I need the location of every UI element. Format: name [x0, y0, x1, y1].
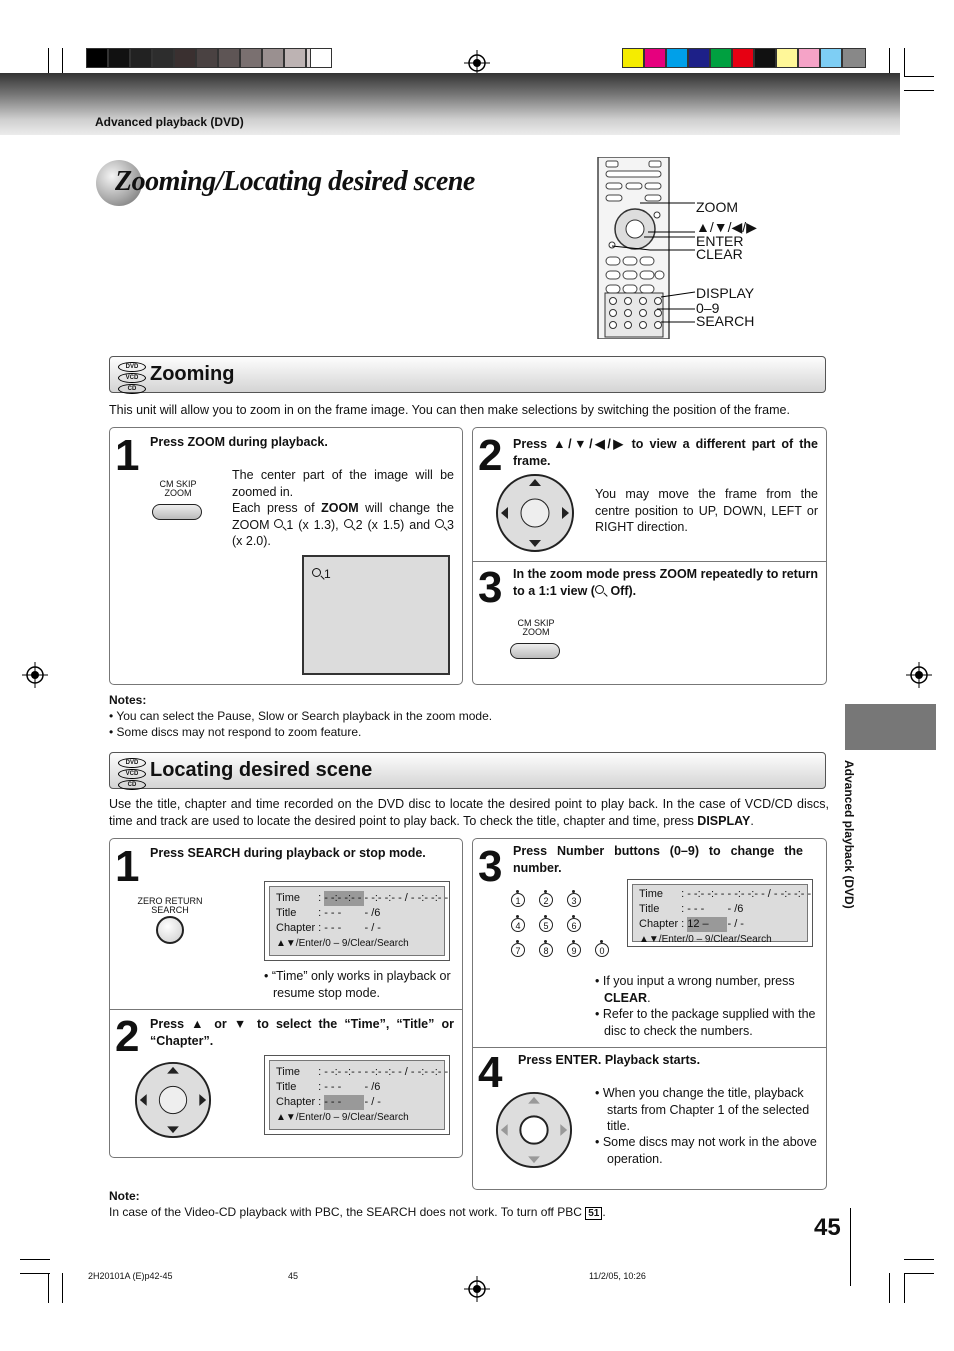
- page-number-rule: [850, 1208, 851, 1286]
- crop-mark: [889, 48, 890, 76]
- enter-pad: [134, 1061, 212, 1144]
- crop-mark: [62, 48, 63, 76]
- zoom-step2-3-box: [472, 427, 827, 685]
- page-number: 45: [814, 1214, 841, 1241]
- step-number: 3: [478, 842, 503, 891]
- section-header: Advanced playback (DVD): [95, 115, 244, 129]
- magnifier-icon: [312, 568, 321, 577]
- locate-step1-2-box: [109, 838, 463, 1158]
- search-osd: Time : - -:- -:- - - -:- -:- - / - -:- -:- - Title : - - - - /6 Chapter : - - - - / - ▲▼/Enter/0 – 9/Clear/Search: [264, 881, 450, 961]
- gray-swatch: [196, 48, 218, 68]
- step-title: Press SEARCH during playback or stop mode.: [150, 846, 426, 860]
- gray-swatch: [240, 48, 262, 68]
- remote-label-arrows: ▲/▼/◀/▶: [696, 219, 757, 235]
- step-text: • Some discs may not work in the above operation.: [595, 1135, 817, 1166]
- step-number: 1: [115, 842, 140, 891]
- page-reference[interactable]: 51: [585, 1207, 602, 1220]
- magnifier-icon: [595, 585, 604, 594]
- color-swatch: [842, 48, 866, 68]
- crop-mark: [904, 1259, 934, 1260]
- locate-step3-4-box: [472, 838, 827, 1190]
- disc-badges: [118, 362, 146, 395]
- divider: [110, 1009, 462, 1010]
- zooming-intro: This unit will allow you to zoom in on the frame image. You can then make selections by switching the position of the frame.: [109, 403, 790, 417]
- vcd-badge: VCD: [118, 769, 146, 779]
- step-title: Press Number buttons (0–9) to change the number.: [513, 844, 803, 875]
- section-heading: Zooming: [150, 363, 235, 385]
- remote-label-clear: CLEAR: [696, 246, 743, 262]
- vcd-badge: VCD: [118, 373, 146, 383]
- zoom-indicator: 1: [312, 567, 331, 581]
- gray-swatch: [218, 48, 240, 68]
- button-label: CM SKIP ZOOM: [159, 479, 197, 498]
- footer-job-id: 2H20101A (E)p42-45: [88, 1271, 173, 1281]
- registration-mark-left: [22, 662, 48, 688]
- button-label: CM SKIP ZOOM: [517, 618, 555, 637]
- key-0: 0: [595, 943, 609, 957]
- cd-badge: CD: [118, 384, 146, 394]
- registration-mark-bottom: [464, 1276, 490, 1302]
- crop-mark: [48, 1273, 49, 1303]
- step-number: 1: [115, 431, 140, 480]
- direction-pad-icon: [495, 1091, 573, 1169]
- search-button: [156, 916, 184, 944]
- step-number: 4: [478, 1048, 503, 1097]
- side-tab: [845, 704, 936, 750]
- remote-label-zoom: ZOOM: [696, 199, 738, 215]
- step-title: Press ▲ or ▼ to select the “Time”, “Title” or “Chapter”.: [150, 1017, 454, 1048]
- crop-mark: [904, 90, 934, 91]
- crop-mark: [904, 48, 905, 76]
- color-swatch: [754, 48, 776, 68]
- step-title: In the zoom mode press ZOOM repeatedly to return to a 1:1 view ( Off).: [513, 567, 818, 598]
- step-number: 2: [478, 431, 503, 480]
- zoom-button: [152, 504, 202, 520]
- zoom-step1-box: [109, 427, 463, 685]
- button-label: ZERO RETURN SEARCH: [137, 896, 203, 915]
- color-swatch: [666, 48, 688, 68]
- key-7: 7: [511, 943, 525, 957]
- remote-label-search: SEARCH: [696, 313, 755, 329]
- crop-mark: [48, 48, 49, 76]
- footer-timestamp: 11/2/05, 10:26: [589, 1271, 646, 1281]
- crop-mark: [904, 1273, 934, 1274]
- page-title: Zooming/Locating desired scene: [115, 166, 475, 197]
- step-title: Press ZOOM during playback.: [150, 435, 328, 449]
- key-8: 8: [539, 943, 553, 957]
- crop-mark: [20, 1259, 50, 1260]
- crop-mark: [20, 1273, 50, 1274]
- gray-swatch: [262, 48, 284, 68]
- step-number: 3: [478, 563, 503, 612]
- enter-pad: [495, 473, 575, 558]
- step-text: You may move the frame from the centre position to UP, DOWN, LEFT or RIGHT direction.: [595, 487, 818, 534]
- gray-swatch: [310, 48, 332, 68]
- zoom-screen: [302, 555, 450, 675]
- divider: [473, 1047, 826, 1048]
- side-tab-label: Advanced playback (DVD): [842, 760, 856, 909]
- gray-swatch: [130, 48, 152, 68]
- dvd-badge: DVD: [118, 758, 146, 768]
- color-swatch: [820, 48, 842, 68]
- key-6: 6: [567, 918, 581, 932]
- gray-swatch: [152, 48, 174, 68]
- section-heading: Locating desired scene: [150, 759, 373, 781]
- divider: [473, 561, 826, 562]
- search-osd: Time : - -:- -:- - - -:- -:- - / - -:- -:- - Title : - - - - /6 Chapter : - - - - / - ▲▼/Enter/0 – 9/Clear/Search: [264, 1055, 450, 1135]
- footer-page: 45: [288, 1271, 299, 1281]
- color-swatch: [644, 48, 666, 68]
- zoom-notes: Notes: • You can select the Pause, Slow or Search playback in the zoom mode. • Some discs may not respond to zoom feature.: [109, 693, 493, 739]
- enter-pad: [495, 1091, 573, 1174]
- registration-mark-right: [906, 662, 932, 688]
- key-4: 4: [511, 918, 525, 932]
- step-title: Press ▲/▼/◀/▶ to view a different part of the frame.: [513, 437, 818, 468]
- remote-label-display: DISPLAY: [696, 285, 755, 301]
- remote-label-enter: ENTER: [696, 233, 744, 249]
- gray-swatch: [108, 48, 130, 68]
- step-number: 2: [115, 1012, 140, 1061]
- key-1: 1: [511, 893, 525, 907]
- step-text: • Refer to the package supplied with the disc to check the numbers.: [595, 1007, 816, 1038]
- crop-mark: [904, 76, 934, 77]
- cd-badge: CD: [118, 780, 146, 790]
- crop-mark: [889, 1273, 890, 1303]
- magnifier-icon: [435, 519, 444, 528]
- dvd-badge: DVD: [118, 362, 146, 372]
- key-2: 2: [539, 893, 553, 907]
- step-title: Press ENTER. Playback starts.: [518, 1053, 701, 1067]
- crop-mark: [904, 1273, 905, 1303]
- step-text: The center part of the image will be zoomed in. Each press of ZOOM will change the ZOOM 1 (x 1.3), 2 (x 1.5) and 3 (x 2.0).: [232, 468, 454, 548]
- color-swatch: [732, 48, 754, 68]
- gray-swatch: [86, 48, 108, 68]
- direction-pad-icon: [495, 473, 575, 553]
- gray-swatch: [284, 48, 306, 68]
- color-swatch: [622, 48, 644, 68]
- color-swatch: [710, 48, 732, 68]
- disc-badges: [118, 758, 146, 791]
- search-osd: Time : - -:- -:- - - -:- -:- - / - -:- -:- - Title : - - - - /6 Chapter : 12 – - / - ▲▼/Enter/0 – 9/Clear/Search: [627, 879, 813, 947]
- locating-intro: Use the title, chapter and time recorded on the DVD disc to locate the desired point to play back. In the case of VCD/CD discs, time and track are used to locate the desired point to play back. To check the title, chapter and time, press DISPLAY.: [109, 797, 829, 828]
- key-9: 9: [567, 943, 581, 957]
- zoom-button: [510, 643, 560, 659]
- color-swatch: [776, 48, 798, 68]
- magnifier-icon: [344, 519, 353, 528]
- remote-label-digits: 0–9: [696, 300, 720, 316]
- color-swatch: [688, 48, 710, 68]
- magnifier-icon: [274, 519, 283, 528]
- step-text: • When you change the title, playback starts from Chapter 1 of the selected title.: [595, 1086, 810, 1133]
- step-text: • “Time” only works in playback or resume stop mode.: [264, 969, 451, 1000]
- key-3: 3: [567, 893, 581, 907]
- gray-swatch: [174, 48, 196, 68]
- zooming-section-bar: [109, 356, 826, 393]
- locating-section-bar: [109, 752, 826, 789]
- color-swatch: [798, 48, 820, 68]
- remote-callout-lines: [600, 195, 700, 330]
- step-text: • If you input a wrong number, press CLEAR.: [595, 974, 795, 1005]
- locate-note: Note: In case of the Video-CD playback with PBC, the SEARCH does not work. To turn off PBC 51 .: [109, 1189, 606, 1219]
- direction-pad-icon: [134, 1061, 212, 1139]
- crop-mark: [62, 1273, 63, 1303]
- key-5: 5: [539, 918, 553, 932]
